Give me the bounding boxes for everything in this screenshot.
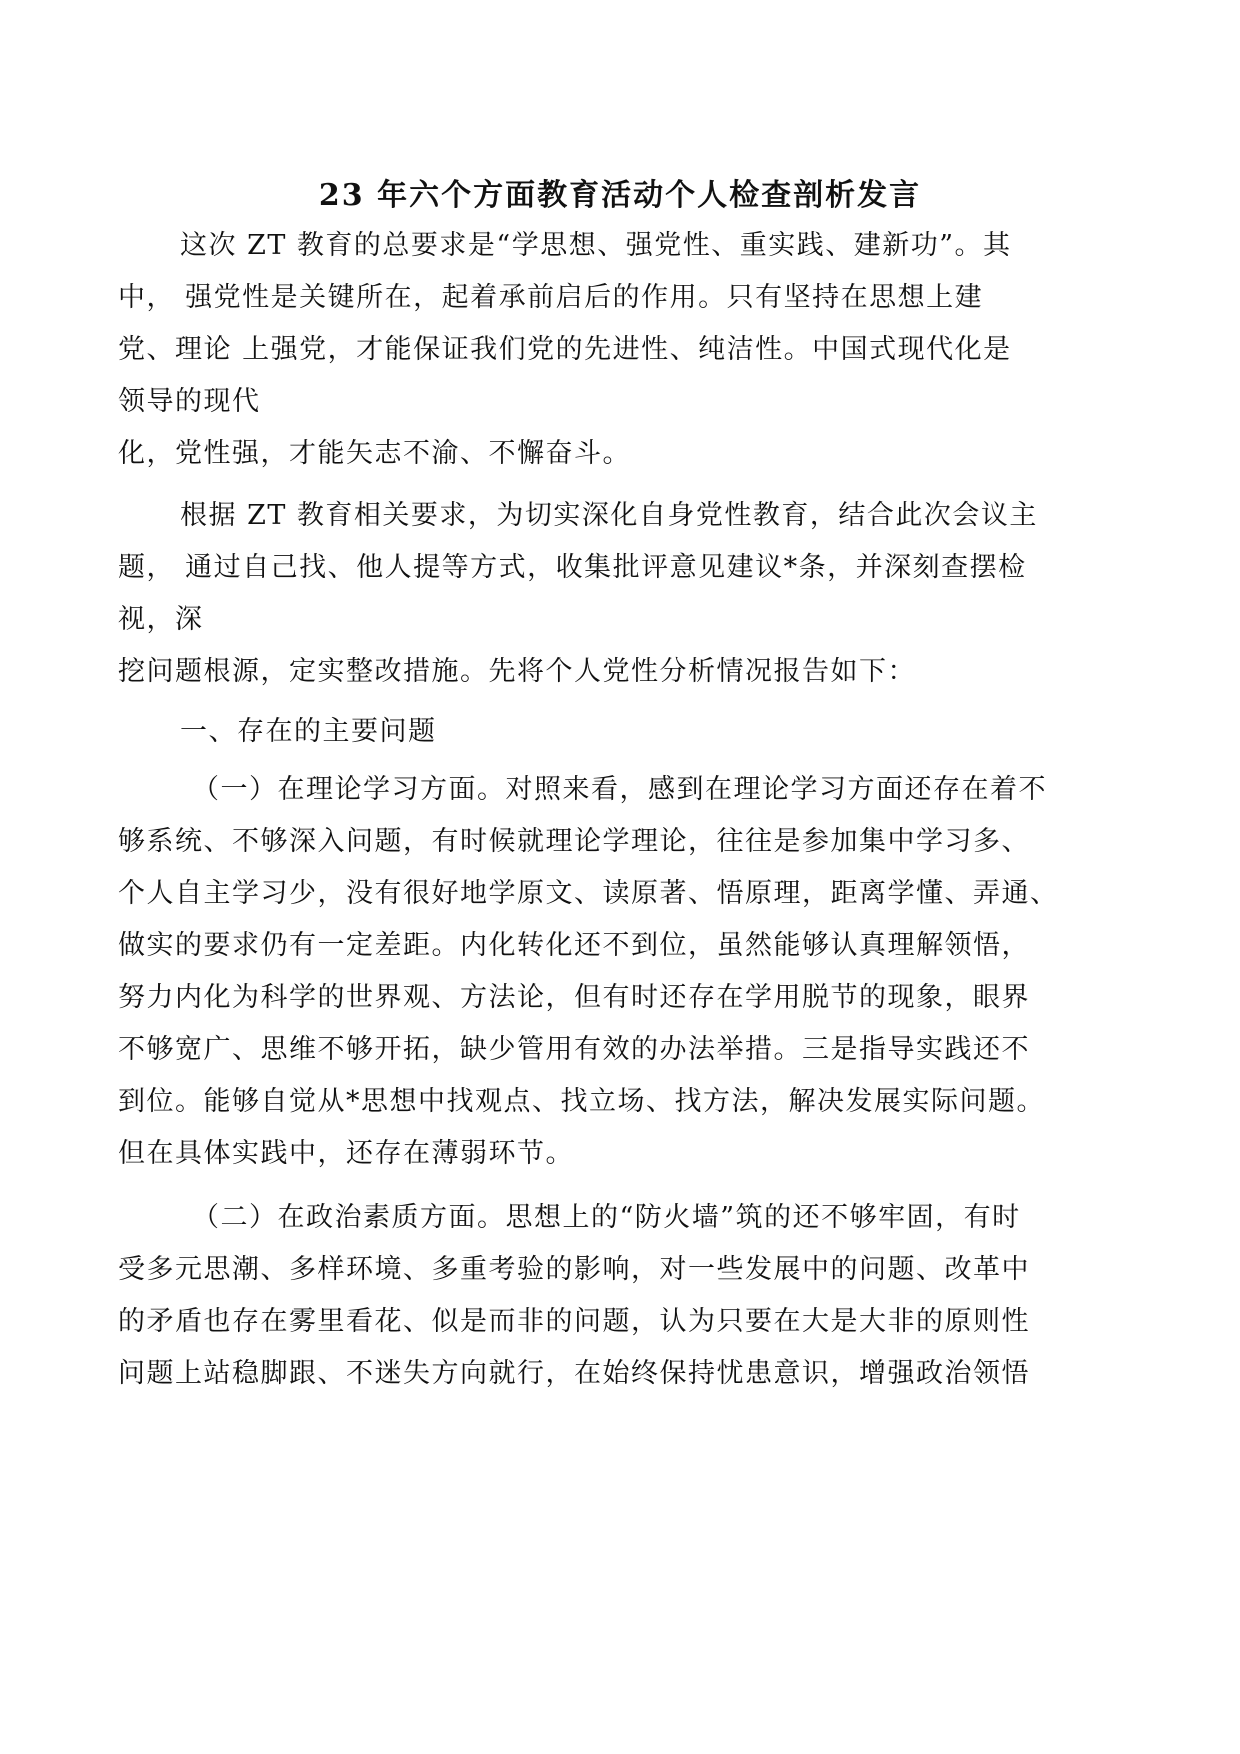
text-line: 的矛盾也存在雾里看花、似是而非的问题，认为只要在大是大非的原则性 xyxy=(118,1306,1030,1337)
text-line: 根据 ZT 教育相关要求，为切实深化自身党性教育，结合此次会议主 xyxy=(180,500,1038,531)
text-line: 化，党性强，才能矢志不渝、不懈奋斗。 xyxy=(118,438,631,469)
text-line: 不够宽广、思维不够开拓，缺少管用有效的办法举措。三是指导实践还不 xyxy=(118,1034,1030,1065)
text-line: 中， 强党性是关键所在，起着承前启后的作用。只有坚持在思想上建 xyxy=(118,282,984,313)
text-line: （二）在政治素质方面。思想上的“防火墙”筑的还不够牢固，有时 xyxy=(192,1202,1021,1233)
text-line: 做实的要求仍有一定差距。内化转化还不到位，虽然能够认真理解领悟， xyxy=(118,930,1030,961)
text-line: 视，深 xyxy=(118,604,204,635)
text-line: （一）在理论学习方面。对照来看，感到在理论学习方面还存在着不 xyxy=(192,774,1047,805)
document-title: 23 年六个方面教育活动个人检查剖析发言 xyxy=(318,178,922,213)
text-line: 努力内化为科学的世界观、方法论，但有时还存在学用脱节的现象，眼界 xyxy=(118,982,1030,1013)
text-line: 到位。能够自觉从*思想中找观点、找立场、找方法，解决发展实际问题。 xyxy=(118,1086,1045,1117)
text-line: 问题上站稳脚跟、不迷失方向就行，在始终保持忧患意识，增强政治领悟 xyxy=(118,1358,1030,1389)
text-line: 个人自主学习少，没有很好地学原文、读原著、悟原理，距离学懂、弄通、 xyxy=(118,878,1059,909)
section-heading: 一、存在的主要问题 xyxy=(180,716,437,747)
text-line: 受多元思潮、多样环境、多重考验的影响，对一些发展中的问题、改革中 xyxy=(118,1254,1030,1285)
text-line: 领导的现代 xyxy=(118,386,261,417)
text-line: 党、理论 上强党，才能保证我们党的先进性、纯洁性。中国式现代化是 xyxy=(118,334,1012,365)
text-line: 挖问题根源，定实整改措施。先将个人党性分析情况报告如下： xyxy=(118,656,916,687)
text-line: 这次 ZT 教育的总要求是“学思想、强党性、重实践、建新功”。其 xyxy=(180,230,1012,261)
text-line: 题， 通过自己找、他人提等方式，收集批评意见建议*条，并深刻查摆检 xyxy=(118,552,1027,583)
text-line: 够系统、不够深入问题，有时候就理论学理论，往往是参加集中学习多、 xyxy=(118,826,1030,857)
text-line: 但在具体实践中，还存在薄弱环节。 xyxy=(118,1138,574,1169)
